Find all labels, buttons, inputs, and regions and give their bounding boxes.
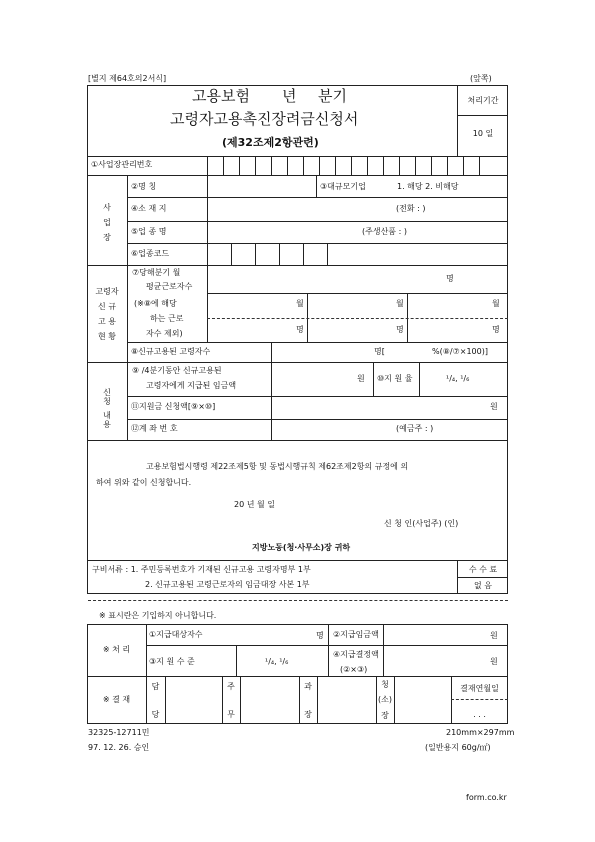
grant-amount-label: ⑪지원금 신청액[⑨×⑩] <box>131 402 216 411</box>
form-code: 32325-12711민 <box>88 728 150 737</box>
workplace-section-1: 사 <box>103 203 111 212</box>
avg-workers-label-2: 평균근로자수 <box>146 282 193 291</box>
form-title: 고령자고용촉진장려금신청서 <box>170 110 359 128</box>
avg-workers-label-1: ⑦당해분기 월 <box>132 268 181 277</box>
avg-workers-label-3: (※⑧에 해당 <box>134 299 177 308</box>
application-section-4: 용 <box>103 420 111 429</box>
approval-section-label: ※ 결 재 <box>102 695 131 704</box>
support-level-value: ¹/₄, ¹/₆ <box>265 657 289 666</box>
workplace-phone: (전화 : ) <box>396 204 426 213</box>
bank-account-label: ⑫계 좌 번 호 <box>131 424 178 433</box>
required-docs-2: 2. 신규고용된 고령근로자의 임금대장 사본 1부 <box>145 580 310 589</box>
employment-section-2: 신 규 <box>98 302 116 311</box>
paper-size: 210mm×297mm <box>446 728 515 737</box>
employment-section-1: 고령자 <box>95 287 119 296</box>
page-side-label: (앞쪽) <box>470 74 492 83</box>
approval-manager-2: 무 <box>227 710 235 719</box>
title-line1-year: 년 <box>282 87 297 105</box>
application-section-3: 내 <box>103 411 111 420</box>
wage-paid-label-2: 고령자에게 지급된 임금액 <box>146 381 237 390</box>
eligible-count-label: ①지급대상자수 <box>149 630 203 639</box>
new-elderly-count-label: ⑧신규고용된 고령자수 <box>131 347 211 356</box>
industry-code-grid <box>207 243 327 265</box>
processing-period-label: 처리기간 <box>467 96 499 105</box>
application-section-2: 청 <box>103 397 111 406</box>
approval-director-1: 청 <box>381 680 389 689</box>
grant-amount-unit: 원 <box>490 402 498 411</box>
month-3-count-unit: 명 <box>492 325 500 334</box>
statement-text-1: 고용보험법시행령 제22조제5항 및 동법시행규칙 제62조제2항의 규정에 의 <box>146 462 409 471</box>
mgmt-number-grid <box>207 156 508 175</box>
title-line1-insurance: 고용보험 <box>192 87 250 105</box>
month-1-label: 월 <box>296 299 304 308</box>
statement-text-2: 하여 위와 같이 신청합니다. <box>96 478 192 487</box>
large-enterprise-options: 1. 해당 2. 비해당 <box>397 182 459 191</box>
employment-section-3: 고 용 <box>98 317 116 326</box>
decided-amount-label-2: (②×③) <box>340 665 368 674</box>
approval-section-chief-1: 과 <box>304 682 312 691</box>
workplace-section-3: 장 <box>103 233 111 242</box>
business-type-label: ⑤업 종 명 <box>131 227 167 236</box>
mgmt-number-label: ①사업장관리번호 <box>91 160 153 169</box>
application-date: 20 년 월 일 <box>234 500 275 509</box>
form-number: [별지 제64호의2서식] <box>88 74 167 83</box>
avg-workers-label-4: 하는 근로 <box>150 314 184 323</box>
approval-date-footer: 97. 12. 26. 승인 <box>88 743 150 752</box>
month-1-count-unit: 명 <box>296 325 304 334</box>
applicant-signature: 신 청 인(사업주) (인) <box>384 519 459 528</box>
approval-staff-1: 담 <box>151 682 160 691</box>
employment-section-4: 현 황 <box>98 332 116 341</box>
addressee: 지방노동(청·사무소)장 귀하 <box>252 543 351 552</box>
support-level-label: ③지 원 수 준 <box>149 657 195 666</box>
new-elderly-count-unit: 명[ <box>374 347 385 356</box>
wage-paid-unit: 원 <box>357 374 365 383</box>
form-legal-basis: (제32조제2항관련) <box>222 136 319 149</box>
approval-section-chief-2: 장 <box>304 710 312 719</box>
month-2-label: 월 <box>396 299 404 308</box>
decided-amount-label-1: ④지급결정액 <box>333 650 379 659</box>
paid-wage-label: ②지급임금액 <box>333 630 379 639</box>
month-2-count-unit: 명 <box>396 325 404 334</box>
approval-date-label: 결재연월일 <box>460 684 499 693</box>
support-rate-value: ¹/₄, ¹/₆ <box>446 374 470 383</box>
processing-section-label: ※ 처 리 <box>102 645 131 654</box>
paper-spec: (일반용지 60g/㎡) <box>425 743 491 752</box>
account-holder: (예금주 : ) <box>396 424 434 433</box>
approval-director-3: 장 <box>381 711 389 720</box>
application-section-1: 신 <box>103 388 111 397</box>
workplace-section-2: 업 <box>103 218 111 227</box>
workplace-name-label: ②명 칭 <box>131 182 157 191</box>
site-watermark: form.co.kr <box>466 793 507 802</box>
month-3-label: 월 <box>492 299 500 308</box>
industry-code-label: ⑥업종코드 <box>131 249 170 258</box>
fee-label: 수 수 료 <box>468 565 498 574</box>
approval-date-value: . . . <box>473 710 486 719</box>
required-docs-1: 구비서류 : 1. 주민등록번호가 기재된 신규고용 고령자명부 1부 <box>92 565 311 574</box>
wage-paid-label-1: ⑨ /4분기동안 신규고용된 <box>132 366 222 375</box>
avg-workers-unit: 명 <box>446 274 454 283</box>
approval-manager-1: 주 <box>227 682 235 691</box>
approval-staff-2: 당 <box>151 710 160 719</box>
paid-wage-unit: 원 <box>490 631 498 640</box>
decided-amount-unit: 원 <box>490 657 498 666</box>
main-product: (주생산품 : ) <box>362 227 407 236</box>
office-use-notice: ※ 표시란은 기입하지 아니합니다. <box>99 611 217 620</box>
approval-director-2: (소) <box>378 695 392 704</box>
support-rate-label: ⑩지 원 율 <box>377 374 413 383</box>
processing-period-value: 10 일 <box>472 129 494 138</box>
fee-value: 없 음 <box>474 581 492 590</box>
avg-workers-label-5: 자수 제외) <box>146 329 183 338</box>
workplace-address-label: ④소 재 지 <box>131 204 167 213</box>
large-enterprise-label: ③대규모기업 <box>320 182 366 191</box>
eligible-count-unit: 명 <box>316 631 324 640</box>
title-line1-quarter: 분기 <box>318 87 347 105</box>
new-elderly-ratio: %(⑧/⑦×100)] <box>432 347 488 356</box>
